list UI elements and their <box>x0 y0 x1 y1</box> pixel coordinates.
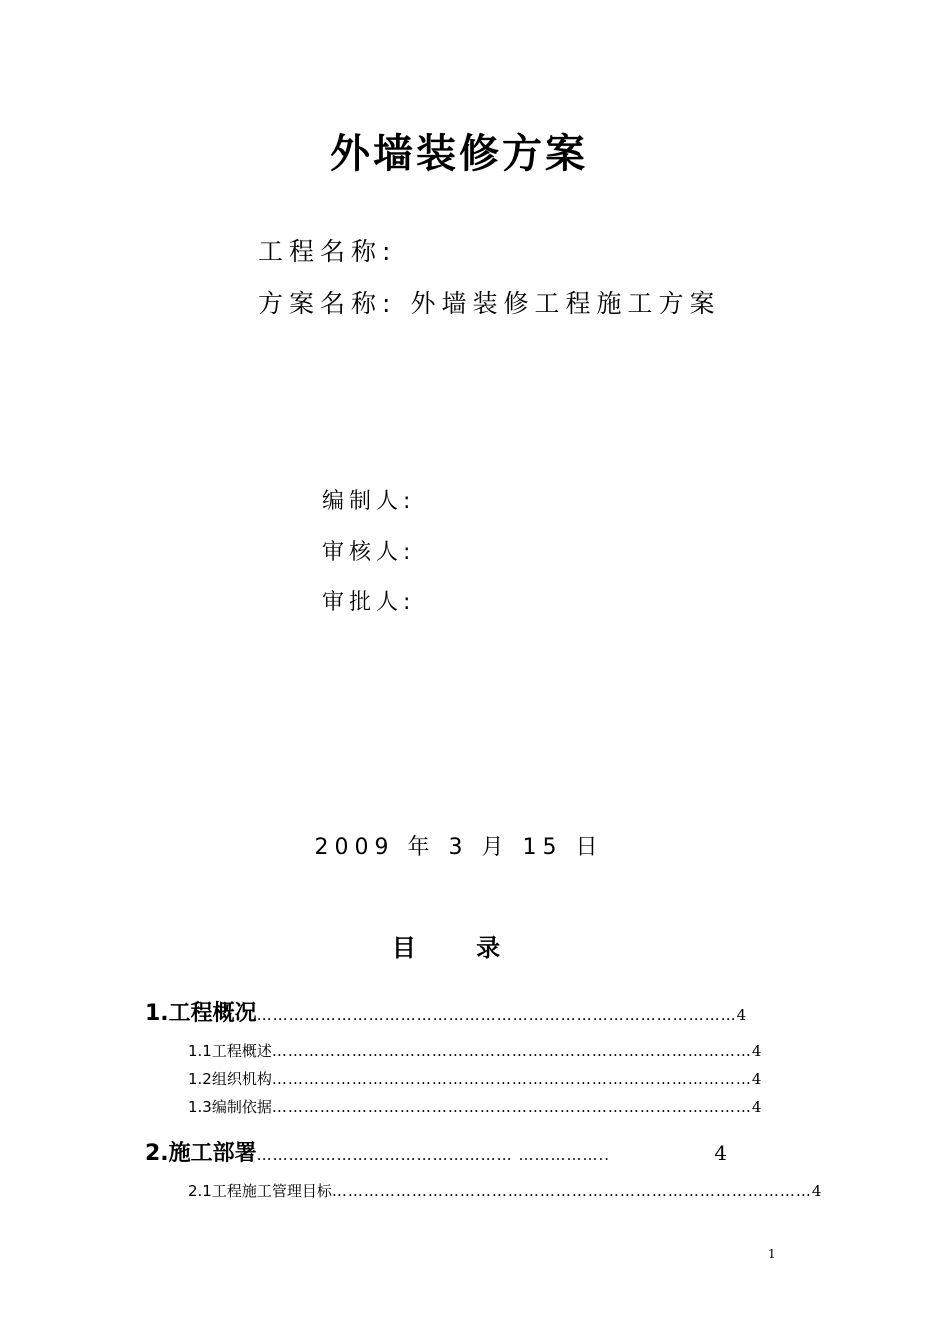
plan-name-label: 方案名称: <box>258 289 397 318</box>
toc-entry-label: 1.3编制依据 <box>188 1098 272 1116</box>
toc-entry-1[interactable] <box>145 996 747 1027</box>
project-name-label: 工程名称: <box>258 237 397 266</box>
author-line: 编制人: <box>322 489 416 514</box>
plan-name-value: 外墙装修工程施工方案 <box>410 289 721 318</box>
document-title: 外墙装修方案 <box>330 131 588 177</box>
toc-entry-page: 4 <box>751 1098 762 1116</box>
plan-name-line <box>258 284 720 320</box>
toc-entry-label: 1.工程概况 <box>145 1001 257 1026</box>
toc-entry-page: 4 <box>751 1070 762 1088</box>
page-number: 1 <box>768 1247 776 1261</box>
toc-entry-leader: ……………………………………………………………………………… <box>271 1070 752 1088</box>
approver-line: 审批人: <box>322 590 416 615</box>
project-name-line <box>258 232 396 268</box>
toc-entry-1-3[interactable] <box>188 1096 762 1117</box>
toc-entry-label: 1.1工程概述 <box>188 1042 272 1060</box>
toc-entry-page: 4 <box>736 1006 747 1024</box>
toc-entry-1-2[interactable] <box>188 1068 762 1089</box>
toc-entry-2-1[interactable] <box>188 1180 822 1201</box>
toc-entry-leader: ……………………………………………………………………………… <box>271 1042 752 1060</box>
toc-entry-leader: ……………………………………………………………………………… <box>271 1098 752 1116</box>
toc-entry-label: 2.1工程施工管理目标 <box>188 1182 332 1200</box>
toc-entry-page: 4 <box>811 1182 822 1200</box>
toc-entry-label: 2.施工部署 <box>145 1141 257 1166</box>
toc-entry-leader: ……………………………………………………………………………… <box>331 1182 812 1200</box>
toc-entry-leader: ………………………………………… …………….. <box>256 1146 610 1164</box>
toc-entry-label: 1.2组织机构 <box>188 1070 272 1088</box>
toc-entry-page: 4 <box>751 1042 762 1060</box>
reviewer-line: 审核人: <box>322 540 416 565</box>
toc-entry-leader: ……………………………………………………………………………… <box>256 1006 737 1024</box>
toc-entry-2[interactable] <box>145 1136 727 1167</box>
toc-entry-page: 4 <box>714 1141 727 1165</box>
toc-entry-1-1[interactable] <box>188 1040 762 1061</box>
document-date: 2009 年 3 月 15 日 <box>314 835 604 860</box>
toc-title: 目 录 <box>391 934 527 962</box>
